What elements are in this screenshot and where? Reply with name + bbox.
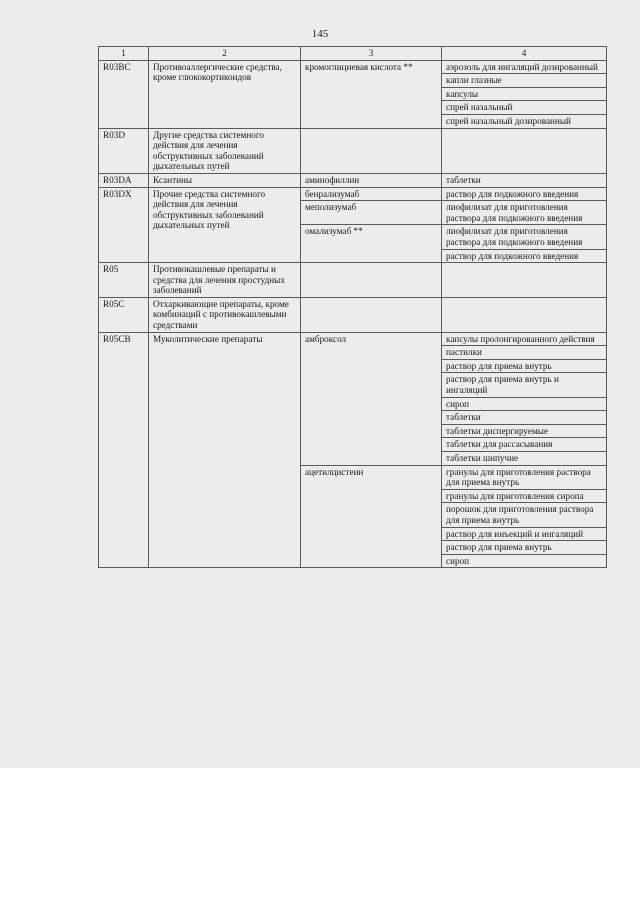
table-body [99, 60, 607, 568]
dosage-form: лиофилизат для приготовления раствора для подкожного введения [442, 201, 607, 225]
dosage-form: таблетки [442, 411, 607, 425]
dosage-form: спрей назальный [442, 101, 607, 115]
drug-name: ацетилцистеин [301, 465, 442, 568]
dosage-form: таблетки [442, 173, 607, 187]
dosage-form: раствор для приема внутрь [442, 359, 607, 373]
drug-name: меполизумаб [301, 201, 442, 225]
column-header: 4 [442, 47, 607, 61]
dosage-form: раствор для подкожного введения [442, 249, 607, 263]
column-header: 2 [149, 47, 301, 61]
drug-name-empty [301, 297, 442, 332]
table-row [99, 173, 607, 187]
dosage-form: порошок для приготовления раствора для приема внутрь [442, 503, 607, 527]
group-name: Противокашлевые препараты и средства для лечения простудных заболеваний [149, 263, 301, 298]
drug-name: кромоглициевая кислота ** [301, 60, 442, 128]
drug-name: аминофиллин [301, 173, 442, 187]
atc-code: R05 [99, 263, 149, 298]
table-row [99, 60, 607, 74]
dosage-form: таблетки шипучие [442, 452, 607, 466]
column-header: 1 [99, 47, 149, 61]
drug-name: бенрализумаб [301, 187, 442, 201]
drug-name: амброксол [301, 332, 442, 465]
dosage-form: таблетки для рассасывания [442, 438, 607, 452]
table-row [99, 297, 607, 332]
dosage-form: гранулы для приготовления сиропа [442, 489, 607, 503]
table-row [99, 128, 607, 173]
dosage-form: раствор для приема внутрь [442, 541, 607, 555]
atc-code: R03DA [99, 173, 149, 187]
dosage-form: раствор для приема внутрь и ингаляций [442, 373, 607, 397]
drug-name-empty [301, 263, 442, 298]
drug-name-empty [301, 128, 442, 173]
dosage-form: пастилки [442, 346, 607, 360]
header-row [99, 47, 607, 61]
drug-name: омализумаб ** [301, 225, 442, 263]
dosage-form-empty [442, 297, 607, 332]
group-name: Муколитические препараты [149, 332, 301, 568]
atc-code: R05CB [99, 332, 149, 568]
medication-table [98, 46, 607, 568]
atc-code: R03DX [99, 187, 149, 263]
group-name: Отхаркивающие препараты, кроме комбинаций с противокашлевыми средствами [149, 297, 301, 332]
dosage-form: сироп [442, 554, 607, 568]
dosage-form: капсулы пролонгированного действия [442, 332, 607, 346]
dosage-form-empty [442, 263, 607, 298]
group-name: Ксантины [149, 173, 301, 187]
table-row [99, 263, 607, 298]
dosage-form: аэрозоль для ингаляций дозированный [442, 60, 607, 74]
dosage-form: капсулы [442, 87, 607, 101]
table-row [99, 332, 607, 346]
group-name: Прочие средства системного действия для лечения обструктивных заболеваний дыхательных путей [149, 187, 301, 263]
column-header: 3 [301, 47, 442, 61]
dosage-form: таблетки диспергируемые [442, 424, 607, 438]
dosage-form: сироп [442, 397, 607, 411]
dosage-form: спрей назальный дозированный [442, 114, 607, 128]
atc-code: R03BC [99, 60, 149, 128]
dosage-form: лиофилизат для приготовления раствора для подкожного введения [442, 225, 607, 249]
group-name: Другие средства системного действия для лечения обструктивных заболеваний дыхательных путей [149, 128, 301, 173]
atc-code: R05C [99, 297, 149, 332]
dosage-form-empty [442, 128, 607, 173]
page-number: 145 [311, 28, 329, 40]
group-name: Противоаллергические средства, кроме глюкокортикоидов [149, 60, 301, 128]
dosage-form: раствор для инъекций и ингаляций [442, 527, 607, 541]
dosage-form: гранулы для приготовления раствора для приема внутрь [442, 465, 607, 489]
table-row [99, 187, 607, 201]
dosage-form: раствор для подкожного введения [442, 187, 607, 201]
atc-code: R03D [99, 128, 149, 173]
dosage-form: капли глазные [442, 74, 607, 88]
